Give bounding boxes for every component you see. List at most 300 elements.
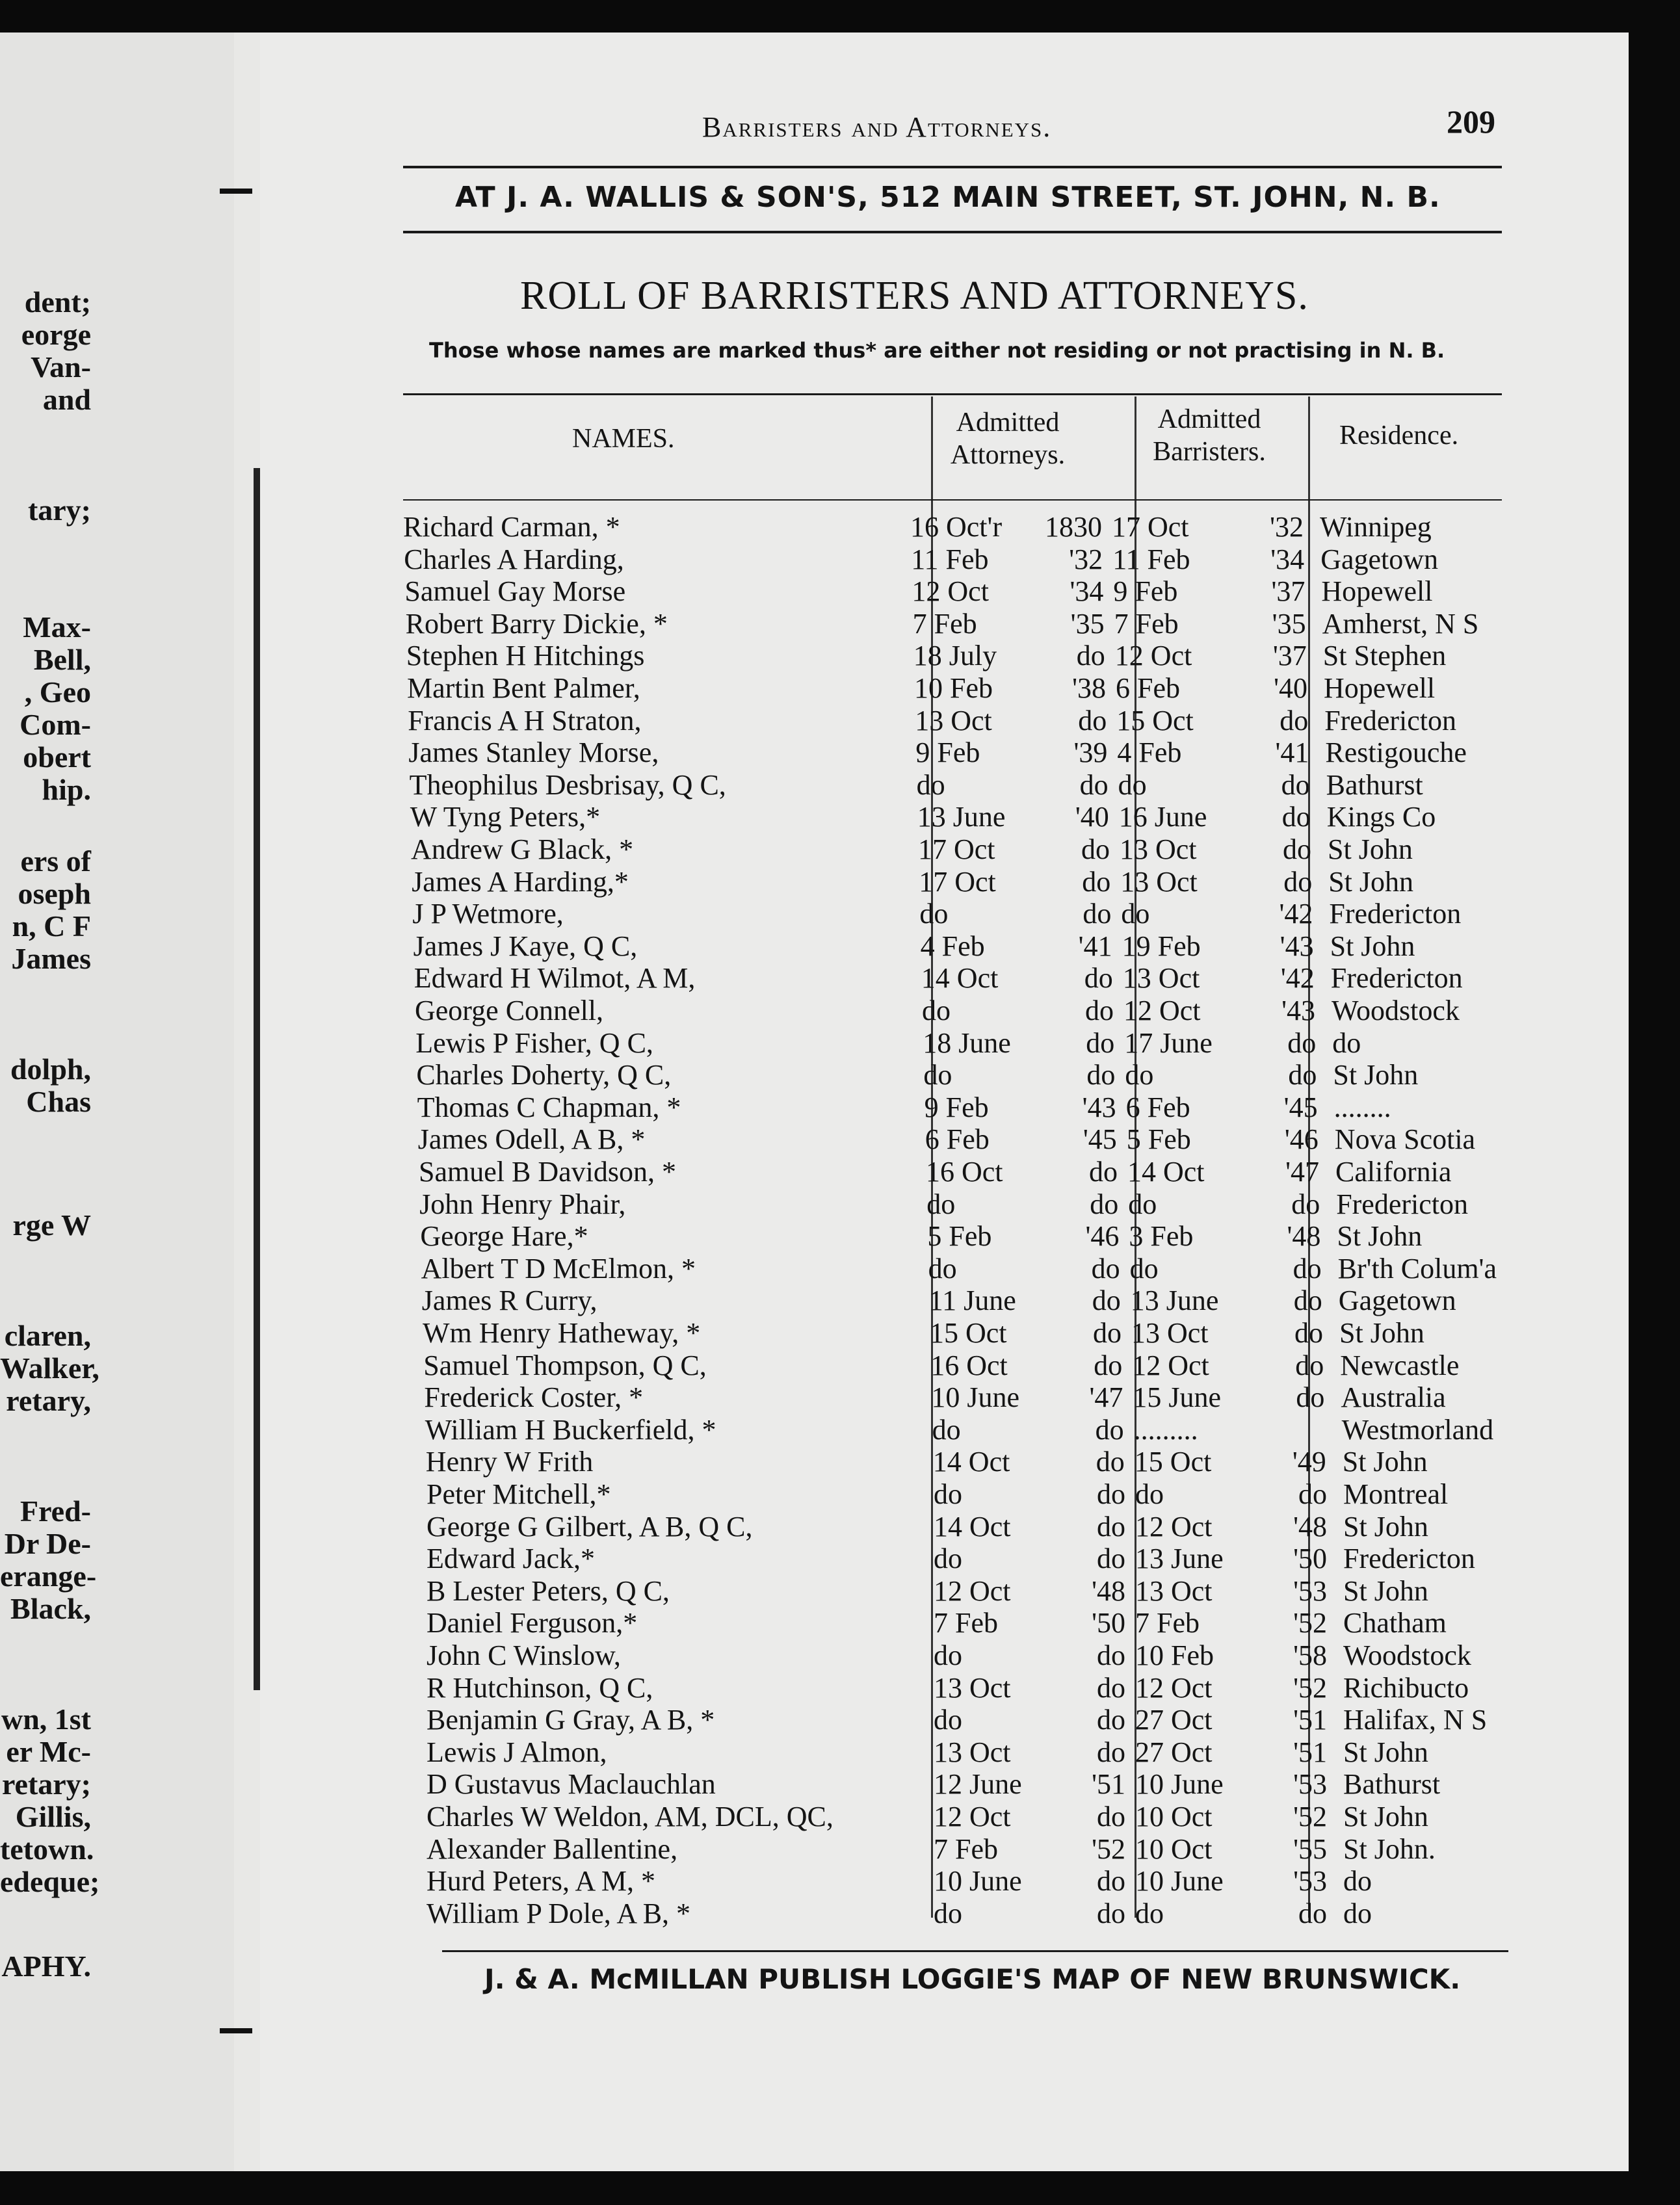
- left-page-text-fragment: Dr De-: [4, 1527, 91, 1560]
- name-cell: Charles A Harding,: [404, 543, 624, 575]
- page-number: 209: [1447, 103, 1495, 140]
- roll-note: Those whose names are marked thus* are either not residing or not practising in N. B.: [429, 338, 1445, 363]
- name-cell: Lewis P Fisher, Q C,: [415, 1027, 653, 1059]
- barrister-date-cell: 27 Oct: [1135, 1736, 1213, 1768]
- barrister-year-cell: do: [1288, 1059, 1317, 1091]
- left-page-text-fragment: eorge: [21, 318, 91, 351]
- attorney-date-cell: 18 June: [923, 1027, 1011, 1059]
- name-cell: George Connell,: [415, 995, 604, 1026]
- attorney-date-cell: 16 Oct: [930, 1350, 1008, 1381]
- name-cell: Stephen H Hitchings: [406, 640, 645, 672]
- attorney-year-cell: do: [1097, 1639, 1125, 1671]
- name-cell: Samuel Gay Morse: [404, 575, 626, 607]
- attorney-year-cell: do: [1086, 1027, 1115, 1059]
- attorney-date-cell: 9 Feb: [924, 1091, 989, 1123]
- residence-cell: Halifax, N S: [1343, 1704, 1488, 1736]
- name-cell: Samuel B Davidson, *: [419, 1156, 676, 1188]
- residence-cell: Fredericton: [1330, 962, 1463, 994]
- column-names: NAMES.: [572, 424, 675, 454]
- barrister-date-cell: do: [1135, 1478, 1164, 1510]
- barrister-year-cell: do: [1291, 1188, 1320, 1220]
- advert-top: AT J. A. WALLIS & SON'S, 512 MAIN STREET, ST. JOHN, N. B.: [455, 181, 1441, 214]
- name-cell: James J Kaye, Q C,: [413, 930, 638, 962]
- barrister-date-cell: 10 June: [1135, 1768, 1224, 1800]
- residence-cell: St John: [1343, 1575, 1428, 1607]
- attorney-year-cell: '40: [1075, 801, 1109, 833]
- attorney-year-cell: do: [1085, 995, 1114, 1026]
- barrister-year-cell: do: [1287, 1027, 1317, 1059]
- attorney-year-cell: do: [1095, 1414, 1124, 1446]
- residence-cell: California: [1335, 1156, 1452, 1188]
- left-page-text-fragment: n, C F: [12, 909, 91, 943]
- attorney-year-cell: '35: [1070, 608, 1105, 640]
- left-page-text-fragment: James: [11, 942, 91, 975]
- name-cell: George Hare,*: [420, 1220, 588, 1252]
- residence-cell: St John: [1328, 866, 1414, 898]
- barrister-date-cell: 13 Oct: [1131, 1317, 1209, 1349]
- left-page-text-fragment: oseph: [18, 877, 91, 910]
- name-cell: Robert Barry Dickie, *: [405, 608, 668, 640]
- barrister-year-cell: '48: [1293, 1511, 1327, 1543]
- barrister-year-cell: do: [1293, 1253, 1322, 1285]
- left-page-text-fragment: Black,: [10, 1592, 91, 1625]
- barrister-year-cell: do: [1296, 1381, 1325, 1413]
- left-page-margin: [0, 33, 234, 2171]
- left-page-text-fragment: Com-: [20, 708, 91, 741]
- name-cell: Charles W Weldon, AM, DCL, QC,: [427, 1801, 833, 1833]
- barrister-date-cell: 12 Oct: [1114, 640, 1192, 672]
- residence-cell: Newcastle: [1340, 1350, 1460, 1381]
- attorney-date-cell: 14 Oct: [934, 1511, 1011, 1543]
- barrister-date-cell: do: [1125, 1059, 1154, 1091]
- barrister-date-cell: do: [1121, 898, 1150, 930]
- attorney-year-cell: '46: [1085, 1220, 1120, 1252]
- attorney-year-cell: do: [1092, 1285, 1121, 1316]
- barrister-year-cell: '52: [1293, 1672, 1327, 1704]
- attorney-date-cell: 18 July: [913, 640, 997, 672]
- column-label: Barristers.: [1153, 437, 1266, 467]
- advert-bottom: J. & A. McMILLAN PUBLISH LOGGIE'S MAP OF NEW BRUNSWICK.: [484, 1963, 1461, 1995]
- name-cell: B Lester Peters, Q C,: [427, 1575, 670, 1607]
- barrister-date-cell: 27 Oct: [1135, 1704, 1213, 1736]
- left-page-text-fragment: and: [42, 383, 91, 416]
- name-cell: J P Wetmore,: [412, 898, 564, 930]
- residence-cell: Woodstock: [1343, 1639, 1471, 1671]
- left-page-text-fragment: hip.: [42, 773, 91, 806]
- barrister-date-cell: 6 Feb: [1116, 672, 1180, 704]
- gutter-mark: [220, 2028, 252, 2033]
- residence-cell: Fredericton: [1324, 705, 1456, 737]
- barrister-year-cell: do: [1298, 1478, 1327, 1510]
- barrister-year-cell: '49: [1292, 1446, 1326, 1478]
- attorney-date-cell: 15 Oct: [930, 1317, 1007, 1349]
- name-cell: Lewis J Almon,: [427, 1736, 607, 1768]
- residence-cell: Fredericton: [1329, 898, 1462, 930]
- residence-cell: St John: [1343, 1511, 1428, 1543]
- left-page-text-fragment: tetown.: [0, 1833, 94, 1866]
- attorney-date-cell: 13 Oct: [934, 1736, 1011, 1768]
- barrister-date-cell: do: [1135, 1898, 1164, 1929]
- attorney-date-cell: 7 Feb: [934, 1833, 998, 1865]
- attorney-date-cell: 13 Oct: [915, 705, 992, 737]
- attorney-year-cell: do: [1096, 1446, 1125, 1478]
- barrister-date-cell: 10 Feb: [1135, 1639, 1214, 1671]
- barrister-date-cell: do: [1118, 769, 1147, 801]
- residence-cell: Amherst, N S: [1322, 608, 1479, 640]
- column-label: Admitted: [956, 408, 1060, 437]
- name-cell: Andrew G Black, *: [411, 833, 634, 865]
- attorney-year-cell: '45: [1083, 1123, 1117, 1155]
- name-cell: James Stanley Morse,: [408, 737, 659, 768]
- barrister-date-cell: 5 Feb: [1126, 1123, 1191, 1155]
- left-page-text-fragment: rge W: [12, 1208, 91, 1242]
- attorney-date-cell: 17 Oct: [918, 833, 995, 865]
- left-page-text-fragment: Fred-: [20, 1494, 91, 1528]
- residence-cell: do: [1343, 1898, 1372, 1929]
- barrister-date-cell: do: [1128, 1188, 1157, 1220]
- attorney-year-cell: do: [1097, 1478, 1125, 1510]
- barrister-year-cell: '55: [1293, 1833, 1327, 1865]
- residence-cell: Bathurst: [1343, 1768, 1441, 1800]
- residence-cell: St John: [1343, 1736, 1428, 1768]
- barrister-date-cell: 16 June: [1118, 801, 1207, 833]
- attorney-year-cell: do: [1086, 1059, 1116, 1091]
- barrister-date-cell: 13 June: [1135, 1543, 1224, 1574]
- attorney-date-cell: 11 Feb: [911, 543, 989, 575]
- left-page-text-fragment: dolph,: [10, 1052, 91, 1086]
- attorney-year-cell: do: [1097, 1672, 1125, 1704]
- left-page-text-fragment: Chas: [26, 1085, 91, 1118]
- attorney-date-cell: 7 Feb: [934, 1607, 998, 1639]
- barrister-date-cell: 14 Oct: [1127, 1156, 1205, 1188]
- barrister-date-cell: 10 Oct: [1135, 1833, 1213, 1865]
- attorney-date-cell: 12 Oct: [912, 575, 989, 607]
- attorney-year-cell: do: [1094, 1350, 1123, 1381]
- residence-cell: Winnipeg: [1320, 511, 1432, 543]
- attorney-year-cell: do: [1079, 769, 1109, 801]
- left-page-text-fragment: dent;: [24, 285, 91, 319]
- residence-cell: Chatham: [1343, 1607, 1447, 1639]
- attorney-year-cell: do: [1089, 1156, 1118, 1188]
- top-rule: [403, 166, 1502, 168]
- attorney-date-cell: 13 Oct: [934, 1672, 1011, 1704]
- residence-cell: Gagetown: [1338, 1285, 1456, 1316]
- barrister-date-cell: 12 Oct: [1135, 1672, 1213, 1704]
- name-cell: Samuel Thompson, Q C,: [423, 1350, 707, 1381]
- name-cell: Edward Jack,*: [427, 1543, 596, 1574]
- barrister-year-cell: do: [1281, 801, 1311, 833]
- residence-cell: St John: [1343, 1801, 1428, 1833]
- name-cell: Theophilus Desbrisay, Q C,: [409, 769, 726, 801]
- left-page-text-fragment: wn, 1st: [1, 1703, 91, 1736]
- barrister-date-cell: 13 Oct: [1122, 962, 1200, 994]
- name-cell: Francis A H Straton,: [408, 705, 642, 737]
- attorney-year-cell: '38: [1072, 672, 1106, 704]
- attorney-date-cell: do: [922, 995, 951, 1026]
- attorney-year-cell: '50: [1092, 1607, 1125, 1639]
- name-cell: Thomas C Chapman, *: [417, 1091, 681, 1123]
- attorney-date-cell: do: [919, 898, 949, 930]
- barrister-year-cell: '51: [1293, 1736, 1327, 1768]
- barrister-year-cell: '53: [1293, 1865, 1327, 1897]
- barrister-year-cell: '43: [1280, 930, 1314, 962]
- attorney-year-cell: 1830: [1045, 511, 1102, 543]
- attorney-year-cell: do: [1081, 833, 1110, 865]
- column-label: Attorneys.: [950, 440, 1066, 470]
- left-page-text-fragment: Bell,: [33, 643, 91, 676]
- barrister-date-cell: 12 Oct: [1135, 1511, 1213, 1543]
- column-label: Admitted: [1157, 404, 1261, 434]
- barrister-year-cell: do: [1298, 1898, 1327, 1929]
- column-residence: Residence.: [1339, 421, 1459, 450]
- name-cell: John C Winslow,: [427, 1639, 621, 1671]
- attorney-date-cell: do: [928, 1253, 957, 1285]
- residence-cell: do: [1343, 1865, 1372, 1897]
- attorney-date-cell: 9 Feb: [915, 737, 980, 768]
- attorney-date-cell: do: [934, 1898, 962, 1929]
- attorney-date-cell: 16 Oct'r: [910, 511, 1003, 543]
- attorney-year-cell: '32: [1069, 543, 1103, 575]
- barrister-date-cell: 9 Feb: [1113, 575, 1178, 607]
- name-cell: W Tyng Peters,*: [410, 801, 601, 833]
- barrister-year-cell: '52: [1293, 1801, 1327, 1833]
- residence-cell: Gagetown: [1320, 543, 1439, 575]
- barrister-year-cell: '42: [1279, 898, 1313, 930]
- attorney-year-cell: do: [1082, 866, 1111, 898]
- attorney-year-cell: do: [1097, 1543, 1125, 1574]
- residence-cell: Bathurst: [1326, 769, 1423, 801]
- residence-cell: do: [1332, 1027, 1361, 1059]
- attorney-date-cell: 6 Feb: [925, 1123, 990, 1155]
- column-admitted-barristers: [1131, 403, 1287, 468]
- barrister-year-cell: '43: [1281, 995, 1315, 1026]
- attorney-date-cell: 7 Feb: [912, 608, 977, 640]
- name-cell: James R Curry,: [421, 1285, 597, 1316]
- left-page-text-fragment: retary;: [1, 1768, 91, 1801]
- barrister-date-cell: 10 June: [1135, 1865, 1224, 1897]
- barrister-date-cell: 11 Feb: [1112, 543, 1190, 575]
- attorney-year-cell: do: [1097, 1736, 1125, 1768]
- attorney-date-cell: 5 Feb: [927, 1220, 992, 1252]
- barrister-date-cell: .........: [1133, 1414, 1198, 1446]
- barrister-date-cell: 17 Oct: [1112, 511, 1189, 543]
- left-page-text-fragment: obert: [23, 740, 91, 774]
- advert-rule: [403, 231, 1502, 233]
- residence-cell: Fredericton: [1336, 1188, 1468, 1220]
- barrister-year-cell: do: [1283, 833, 1311, 865]
- attorney-year-cell: do: [1093, 1317, 1122, 1349]
- name-cell: Peter Mitchell,*: [427, 1478, 611, 1510]
- left-page-text-fragment: Walker,: [0, 1351, 99, 1385]
- left-page-text-fragment: erange-: [0, 1559, 97, 1593]
- left-page-text-fragment: tary;: [27, 493, 91, 527]
- barrister-year-cell: '34: [1270, 543, 1305, 575]
- residence-cell: St John.: [1343, 1833, 1436, 1865]
- left-page-text-fragment: Gillis,: [15, 1800, 91, 1833]
- attorney-year-cell: do: [1097, 1704, 1125, 1736]
- left-page-text-fragment: ers of: [20, 844, 91, 878]
- header-under-rule: [403, 499, 1502, 501]
- attorney-date-cell: 17 Oct: [919, 866, 996, 898]
- attorney-year-cell: do: [1097, 1801, 1125, 1833]
- barrister-date-cell: 15 Oct: [1134, 1446, 1212, 1478]
- barrister-year-cell: '32: [1270, 511, 1304, 543]
- attorney-year-cell: '43: [1082, 1091, 1116, 1123]
- left-page-text-fragment: claren,: [4, 1319, 91, 1352]
- barrister-year-cell: do: [1295, 1350, 1324, 1381]
- attorney-year-cell: do: [1091, 1253, 1120, 1285]
- barrister-year-cell: do: [1293, 1285, 1322, 1316]
- attorney-date-cell: do: [932, 1414, 961, 1446]
- barrister-date-cell: 12 Oct: [1123, 995, 1201, 1026]
- attorney-date-cell: do: [934, 1478, 962, 1510]
- barrister-year-cell: '37: [1271, 575, 1306, 607]
- residence-cell: St Stephen: [1322, 640, 1447, 672]
- attorney-year-cell: do: [1078, 705, 1107, 737]
- barrister-year-cell: '45: [1283, 1091, 1318, 1123]
- barrister-year-cell: '35: [1272, 608, 1306, 640]
- attorney-date-cell: do: [926, 1188, 956, 1220]
- roll-title: ROLL OF BARRISTERS AND ATTORNEYS.: [520, 274, 1309, 318]
- name-cell: Hurd Peters, A M, *: [427, 1865, 655, 1897]
- attorney-date-cell: 10 June: [931, 1381, 1020, 1413]
- name-cell: Daniel Ferguson,*: [427, 1607, 638, 1639]
- residence-cell: Australia: [1341, 1381, 1446, 1413]
- name-cell: William P Dole, A B, *: [427, 1898, 691, 1929]
- attorney-year-cell: do: [1076, 640, 1105, 672]
- attorney-date-cell: 14 Oct: [921, 962, 999, 994]
- attorney-date-cell: 12 Oct: [934, 1575, 1011, 1607]
- barrister-year-cell: '41: [1275, 737, 1309, 768]
- bottom-rule: [442, 1950, 1508, 1952]
- attorney-year-cell: do: [1090, 1188, 1119, 1220]
- residence-cell: Br'th Colum'a: [1337, 1253, 1497, 1285]
- residence-cell: Montreal: [1343, 1478, 1449, 1510]
- residence-cell: Fredericton: [1343, 1543, 1475, 1574]
- barrister-year-cell: do: [1280, 705, 1309, 737]
- attorney-year-cell: do: [1083, 898, 1112, 930]
- residence-cell: Westmorland: [1341, 1414, 1494, 1446]
- residence-cell: Woodstock: [1332, 995, 1460, 1026]
- column-admitted-attorneys: [930, 406, 1086, 471]
- name-cell: Richard Carman, *: [403, 511, 620, 543]
- name-cell: James A Harding,*: [412, 866, 629, 898]
- name-cell: Frederick Coster, *: [424, 1381, 644, 1413]
- name-cell: Henry W Frith: [425, 1446, 594, 1478]
- barrister-date-cell: 6 Feb: [1125, 1091, 1190, 1123]
- attorney-year-cell: do: [1097, 1511, 1125, 1543]
- barrister-year-cell: '40: [1274, 672, 1307, 704]
- name-cell: Alexander Ballentine,: [427, 1833, 678, 1865]
- left-page-text-fragment: Van-: [31, 350, 91, 384]
- name-cell: D Gustavus Maclauchlan: [427, 1768, 716, 1800]
- attorney-year-cell: do: [1097, 1865, 1125, 1897]
- barrister-date-cell: 13 June: [1130, 1285, 1219, 1316]
- barrister-year-cell: '58: [1293, 1639, 1327, 1671]
- attorney-year-cell: '51: [1092, 1768, 1125, 1800]
- name-cell: William H Buckerfield, *: [425, 1414, 716, 1446]
- residence-cell: St John: [1328, 833, 1413, 865]
- name-cell: Martin Bent Palmer,: [407, 672, 640, 704]
- attorney-year-cell: do: [1084, 962, 1113, 994]
- running-head: Barristers and Attorneys.: [702, 111, 1052, 143]
- left-page-text-fragment: er Mc-: [6, 1735, 91, 1768]
- left-page-text-fragment: Max-: [23, 610, 91, 644]
- barrister-date-cell: 17 June: [1124, 1027, 1213, 1059]
- attorney-year-cell: '47: [1089, 1381, 1123, 1413]
- attorney-date-cell: 10 June: [934, 1865, 1022, 1897]
- binding-gutter: [254, 468, 260, 1690]
- barrister-date-cell: do: [1129, 1253, 1159, 1285]
- attorney-date-cell: do: [934, 1639, 962, 1671]
- attorney-date-cell: 16 Oct: [926, 1156, 1003, 1188]
- barrister-year-cell: '53: [1293, 1575, 1327, 1607]
- residence-cell: St John: [1330, 930, 1415, 962]
- barrister-year-cell: '52: [1293, 1607, 1327, 1639]
- barrister-date-cell: 4 Feb: [1117, 737, 1182, 768]
- name-cell: R Hutchinson, Q C,: [427, 1672, 653, 1704]
- attorney-year-cell: '34: [1070, 575, 1104, 607]
- residence-cell: Nova Scotia: [1334, 1123, 1476, 1155]
- attorney-year-cell: '48: [1092, 1575, 1125, 1607]
- residence-cell: St John: [1342, 1446, 1428, 1478]
- attorney-date-cell: 14 Oct: [932, 1446, 1010, 1478]
- barrister-year-cell: '37: [1272, 640, 1307, 672]
- name-cell: Benjamin G Gray, A B, *: [427, 1704, 715, 1736]
- attorney-date-cell: do: [934, 1543, 962, 1574]
- barrister-date-cell: 10 Oct: [1135, 1801, 1213, 1833]
- barrister-date-cell: 12 Oct: [1132, 1350, 1209, 1381]
- attorney-date-cell: do: [934, 1704, 962, 1736]
- attorney-date-cell: 10 Feb: [914, 672, 993, 704]
- name-cell: George G Gilbert, A B, Q C,: [427, 1511, 753, 1543]
- name-cell: Albert T D McElmon, *: [421, 1253, 696, 1285]
- attorney-date-cell: do: [923, 1059, 952, 1091]
- attorney-date-cell: 12 June: [934, 1768, 1022, 1800]
- barrister-year-cell: '47: [1285, 1156, 1319, 1188]
- name-cell: Charles Doherty, Q C,: [416, 1059, 672, 1091]
- barrister-date-cell: 13 Oct: [1120, 833, 1197, 865]
- barrister-year-cell: '53: [1293, 1768, 1327, 1800]
- barrister-date-cell: 15 Oct: [1116, 705, 1194, 737]
- barrister-year-cell: do: [1281, 769, 1310, 801]
- residence-cell: Kings Co: [1326, 801, 1436, 833]
- attorney-date-cell: 4 Feb: [920, 930, 985, 962]
- residence-cell: Hopewell: [1324, 672, 1436, 704]
- barrister-year-cell: '48: [1287, 1220, 1321, 1252]
- name-cell: James Odell, A B, *: [417, 1123, 646, 1155]
- attorney-date-cell: 11 June: [928, 1285, 1016, 1316]
- table-head-rule: [403, 393, 1502, 395]
- attorney-date-cell: do: [916, 769, 945, 801]
- gutter-mark: [220, 189, 252, 194]
- attorney-date-cell: 13 June: [917, 801, 1006, 833]
- left-page-text-fragment: APHY.: [1, 1950, 91, 1983]
- attorney-year-cell: do: [1097, 1898, 1125, 1929]
- left-page-text-fragment: retary,: [6, 1384, 91, 1417]
- name-cell: Wm Henry Hatheway, *: [423, 1317, 701, 1349]
- barrister-date-cell: 19 Feb: [1122, 930, 1201, 962]
- residence-cell: Restigouche: [1325, 737, 1467, 768]
- barrister-year-cell: '46: [1284, 1123, 1319, 1155]
- attorney-year-cell: '41: [1078, 930, 1112, 962]
- attorney-year-cell: '39: [1073, 737, 1108, 768]
- barrister-date-cell: 13 Oct: [1120, 866, 1198, 898]
- barrister-year-cell: '51: [1293, 1704, 1327, 1736]
- residence-cell: ........: [1333, 1091, 1391, 1123]
- residence-cell: Richibucto: [1343, 1672, 1469, 1704]
- barrister-year-cell: '42: [1280, 962, 1315, 994]
